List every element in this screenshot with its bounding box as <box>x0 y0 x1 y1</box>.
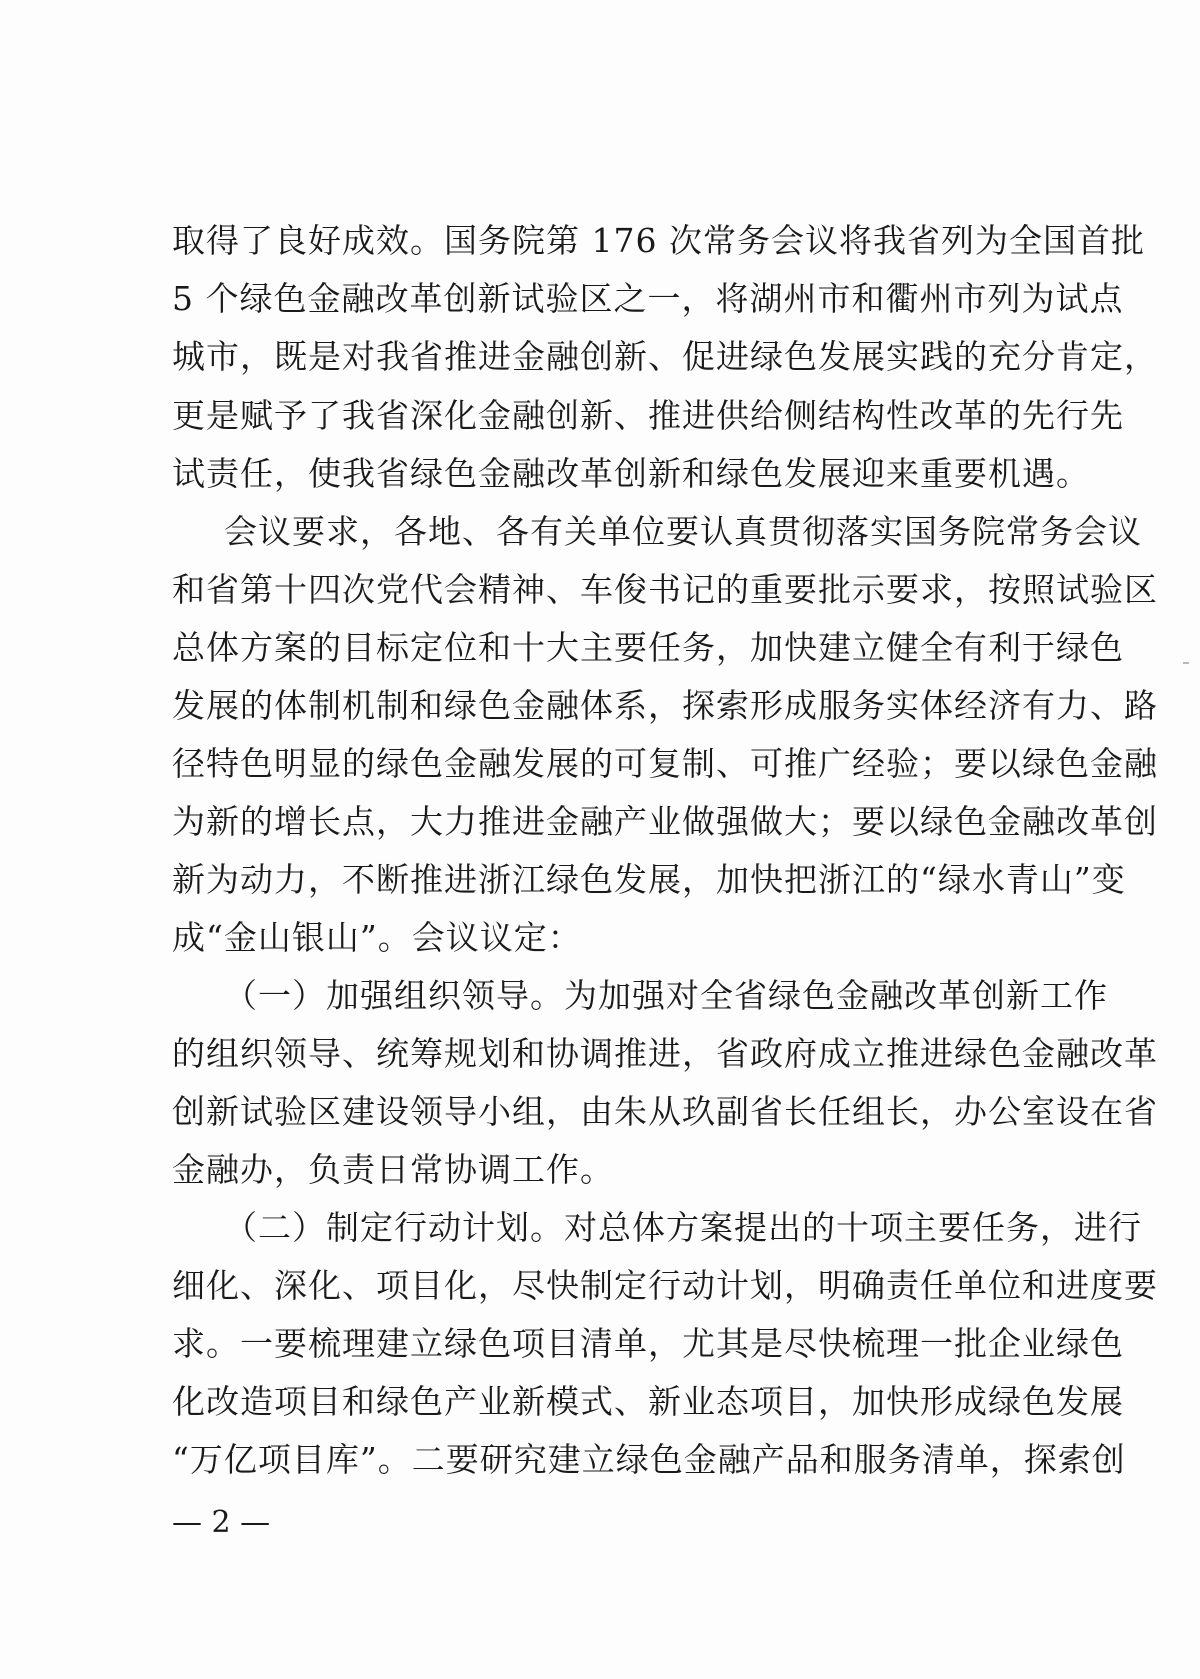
text-line: 总体方案的目标定位和十大主要任务，加快建立健全有利于绿色 <box>172 628 1124 667</box>
text-line: 细化、深化、项目化，尽快制定行动计划，明确责任单位和进度要 <box>172 1266 1158 1305</box>
text-line: 求。一要梳理建立绿色项目清单，尤其是尽快梳理一批企业绿色 <box>172 1324 1124 1363</box>
page-number: — 2 — <box>172 1505 271 1540</box>
text-line: 成“金山银山”。会议议定： <box>172 918 582 957</box>
text-line: 5 个绿色金融改革创新试验区之一，将湖州市和衢州市列为试点 <box>172 279 1124 318</box>
text-line: 金融办，负责日常协调工作。 <box>172 1150 614 1189</box>
text-line: 更是赋予了我省深化金融创新、推进供给侧结构性改革的先行先 <box>172 396 1124 435</box>
margin-mark <box>1183 662 1189 664</box>
text-line: 的组织领导、统筹规划和协调推进，省政府成立推进绿色金融改革 <box>172 1034 1158 1073</box>
text-line: “万亿项目库”。二要研究建立绿色金融产品和服务清单，探索创 <box>172 1440 1126 1479</box>
text-line: 新为动力，不断推进浙江绿色发展，加快把浙江的“绿水青山”变 <box>172 860 1126 899</box>
text-line: 创新试验区建设领导小组，由朱从玖副省长任组长，办公室设在省 <box>172 1092 1158 1131</box>
text-line: 城市，既是对我省推进金融创新、促进绿色发展实践的充分肯定， <box>172 337 1158 376</box>
paragraph-first-line: （一）加强组织领导。为加强对全省绿色金融改革创新工作 <box>224 976 1108 1015</box>
text-line: 取得了良好成效。国务院第 176 次常务会议将我省列为全国首批 <box>172 221 1145 260</box>
text-line: 和省第十四次党代会精神、车俊书记的重要批示要求，按照试验区 <box>172 570 1158 609</box>
text-line: 试责任，使我省绿色金融改革创新和绿色发展迎来重要机遇。 <box>172 454 1090 493</box>
paragraph-first-line: （二）制定行动计划。对总体方案提出的十项主要任务，进行 <box>224 1208 1142 1247</box>
text-line: 化改造项目和绿色产业新模式、新业态项目，加快形成绿色发展 <box>172 1382 1124 1421</box>
paragraph-first-line: 会议要求，各地、各有关单位要认真贯彻落实国务院常务会议 <box>224 512 1142 551</box>
text-line: 发展的体制机制和绿色金融体系，探索形成服务实体经济有力、路 <box>172 686 1158 725</box>
text-line: 径特色明显的绿色金融发展的可复制、可推广经验；要以绿色金融 <box>172 744 1158 783</box>
text-line: 为新的增长点，大力推进金融产业做强做大；要以绿色金融改革创 <box>172 802 1158 841</box>
